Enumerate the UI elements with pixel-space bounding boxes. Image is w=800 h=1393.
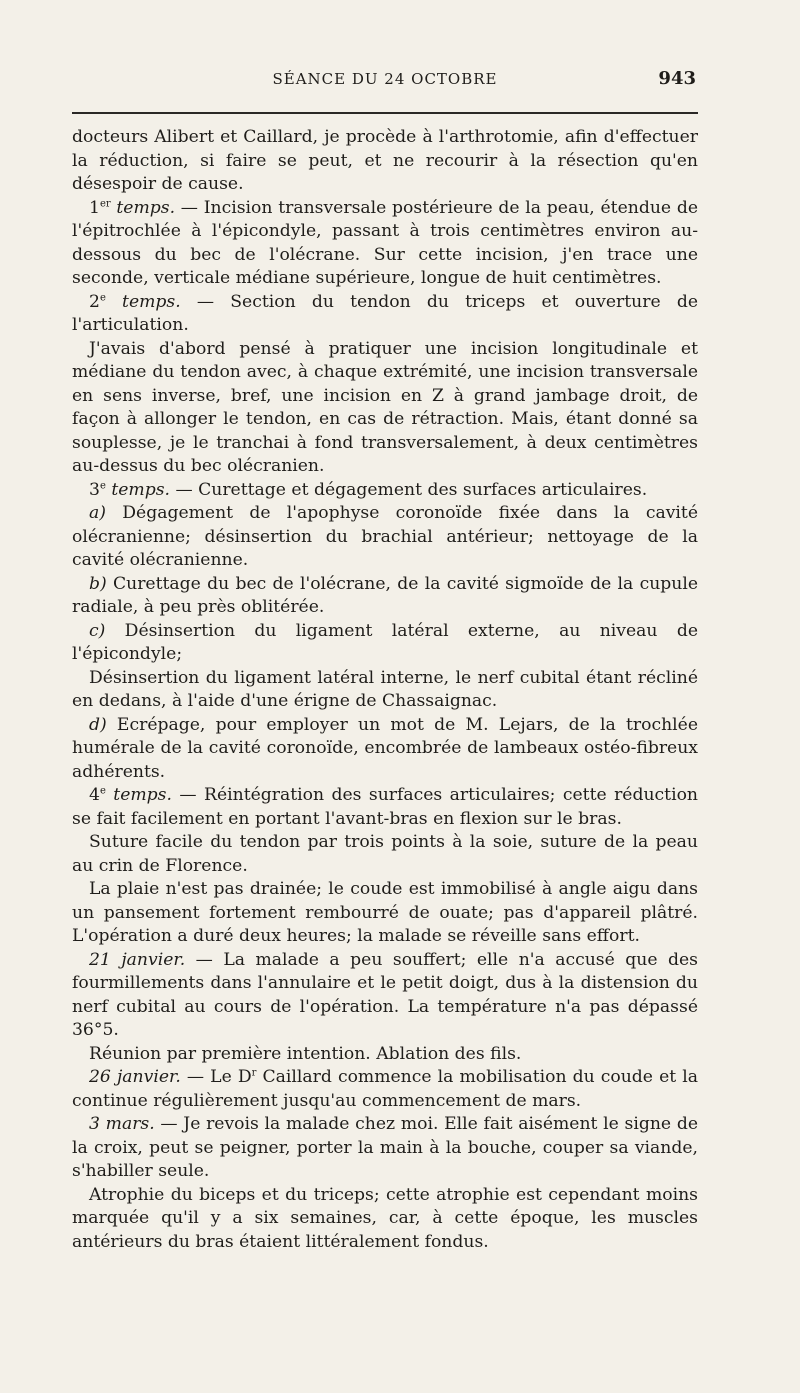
paragraph: d) Ecrépage, pour employer un mot de M. Lejars, de la trochlée humérale de la cavité coronoïde, encombrée de lambeaux ostéo-fibreux adhérents. <box>72 714 698 782</box>
paragraph: c) Désinsertion du ligament latéral externe, au niveau de l'épicondyle; <box>72 620 698 664</box>
page-number: 943 <box>658 68 696 89</box>
paragraph: 1er temps. — Incision transversale postérieure de la peau, étendue de l'épitrochlée à l'épicondyle, passant à trois centimètres environ au-dessous du bec de l'olécrane. Sur cette incision, j'en trace une seconde, verticale médiane supérieure, longue de huit centimètres. <box>72 197 698 288</box>
paragraph: Suture facile du tendon par trois points à la soie, suture de la peau au crin de Florence. <box>72 832 698 876</box>
paragraph: docteurs Alibert et Caillard, je procède à l'arthrotomie, afin d'effectuer la réduction, si faire se peut, et ne recourir à la résection qu'en désespoir de cause. <box>72 127 698 194</box>
paragraph: 2e temps. — Section du tendon du triceps et ouverture de l'articulation. <box>72 291 698 335</box>
paragraph: 3 mars. — Je revois la malade chez moi. Elle fait aisément le signe de la croix, peut se peigner, porter la main à la bouche, couper sa viande, s'habiller seule. <box>72 1114 698 1181</box>
paragraph: La plaie n'est pas drainée; le coude est immobilisé à angle aigu dans un pansement fortement rembourré de ouate; pas d'appareil plâtré. L'opération a duré deux heures; la malade se réveille sans effort. <box>72 879 698 946</box>
paragraph: Réunion par première intention. Ablation des fils. <box>89 1043 522 1064</box>
header-title: SÉANCE DU 24 OCTOBRE <box>272 70 498 88</box>
paragraph: J'avais d'abord pensé à pratiquer une incision longitudinale et médiane du tendon avec, à chaque extrémité, une incision transversale en sens inverse, bref, une incision en Z à grand jambage droit, de façon à allonger le tendon, en cas de rétraction. Mais, étant donné sa souplesse, je le tranchai à fond transversalement, à deux centimètres au-dessus du bec olécranien. <box>72 338 698 476</box>
body-text <box>72 126 698 1254</box>
paragraph: a) Dégagement de l'apophyse coronoïde fixée dans la cavité olécranienne; désinsertion du brachial antérieur; nettoyage de la cavité olécranienne. <box>72 503 698 570</box>
paragraph: 21 janvier. — La malade a peu souffert; elle n'a accusé que des fourmillements dans l'annulaire et le petit doigt, dus à la distension du nerf cubital au cours de l'opération. La température n'a pas dépassé 36°5. <box>72 949 698 1040</box>
paragraph: 26 janvier. — Le $D^r$ Caillard commence la mobilisation du coude et la continue régulièrement jusqu'au commencement de mars. <box>72 1067 698 1111</box>
paragraph: Désinsertion du ligament latéral interne, le nerf cubital étant récliné en dedans, à l'aide d'une érigne de Chassaignac. <box>72 667 698 711</box>
running-header <box>72 70 698 94</box>
paragraph: 4e temps. — Réintégration des surfaces articulaires; cette réduction se fait facilement en portant l'avant-bras en flexion sur le bras. <box>72 785 699 829</box>
paragraph: b) Curettage du bec de l'olécrane, de la cavité sigmoïde de la cupule radiale, à peu près oblitérée. <box>72 573 698 617</box>
paragraph: 3e temps. — Curettage et dégagement des surfaces articulaires. <box>89 479 648 500</box>
paragraph: Atrophie du biceps et du triceps; cette atrophie est cependant moins marquée qu'il y a six semaines, car, à cette époque, les muscles antérieurs du bras étaient littéralement fondus. <box>72 1184 698 1252</box>
header-rule <box>72 112 698 114</box>
